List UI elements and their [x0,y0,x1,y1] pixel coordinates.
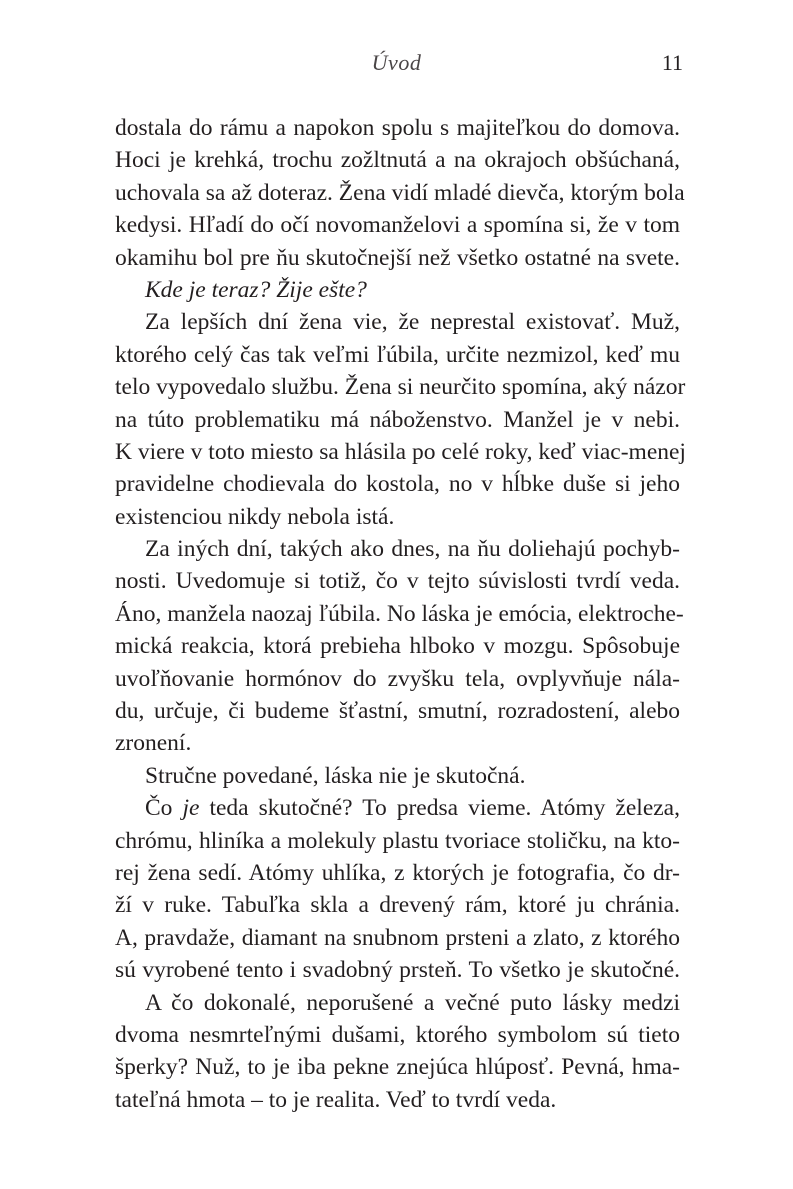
text-line: telo vypovedalo službu. Žena si neurčito spomína, aký názor [115,374,686,401]
text-line: okamihu bol pre ňu skutočnejší než všetko ostatné na svete. [115,244,680,271]
page-number: 11 [661,50,683,75]
text-line: A, pravdaže, diamant na snubnom prsteni a zlato, z ktorého [115,924,680,951]
text-line: Za iných dní, takých ako dnes, na ňu doliehajú pochyb- [145,536,680,563]
text-line: nosti. Uvedomuje si totiž, čo v tejto súvislosti tvrdí veda. [115,568,680,595]
text-line: šperky? Nuž, to je iba pekne znejúca hlúposť. Pevná, hma- [115,1054,680,1081]
italic-word: je [182,795,200,822]
text-line: tateľná hmota – to je realita. Veď to tvrdí veda. [115,1086,557,1113]
text-line [115,792,680,824]
text-line: zronení. [115,730,192,757]
text-line: uchovala sa až doteraz. Žena vidí mladé dievča, ktorým bola [115,179,685,206]
text-line: uvoľňovanie hormónov do zvyšku tela, ovplyvňuje nála- [115,665,680,692]
text-line: dvoma nesmrteľnými dušami, ktorého symbolom sú tieto [115,1021,680,1048]
text-line: K viere v toto miesto sa hlásila po celé roky, keď viac-menej [115,438,686,465]
text-line: Hoci je krehká, trochu zožltnutá a na okrajoch obšúchaná, [115,147,680,174]
text-fragment: teda skutočné? To predsa vieme. Atómy železa, [199,795,680,822]
running-header [0,50,793,78]
text-line: A čo dokonalé, neporušené a večné puto lásky medzi [145,989,680,1016]
text-fragment: Čo [145,795,183,822]
text-line: kedysi. Hľadí do očí novomanželovi a spomína si, že v tom [115,212,680,239]
text-line: existenciou nikdy nebola istá. [115,503,395,530]
text-line: Áno, manžela naozaj ľúbila. No láska je emócia, elektroche- [115,600,684,627]
running-title: Úvod [371,50,422,75]
text-line: pravidelne chodievala do kostola, no v hĺbke duše si jeho [115,471,680,498]
text-line: na túto problematiku má náboženstvo. Manžel je v nebi. [115,406,680,433]
text-line: Za lepších dní žena vie, že neprestal existovať. Muž, [145,309,680,336]
text-line: Stručne povedané, láska nie je skutočná. [145,762,526,789]
text-line: mická reakcia, ktorá prebieha hlboko v mozgu. Spôsobuje [115,633,680,660]
italic-question: Kde je teraz? Žije ešte? [145,276,367,303]
text-line: du, určuje, či budeme šťastní, smutní, rozradostení, alebo [115,698,680,725]
text-line: ktorého celý čas tak veľmi ľúbila, určite nezmizol, keď mu [115,341,680,368]
text-line: rej žena sedí. Atómy uhlíka, z ktorých je fotografia, čo dr- [115,859,680,886]
body-text [115,112,686,1116]
text-line: ží v ruke. Tabuľka skla a drevený rám, ktoré ju chránia. [115,892,680,919]
text-line [115,274,680,306]
text-line: sú vyrobené tento i svadobný prsteň. To všetko je skutočné. [115,957,680,984]
text-line: chrómu, hliníka a molekuly plastu tvoriace stoličku, na kto- [115,827,680,854]
text-line: dostala do rámu a napokon spolu s majiteľkou do domova. [115,115,680,141]
